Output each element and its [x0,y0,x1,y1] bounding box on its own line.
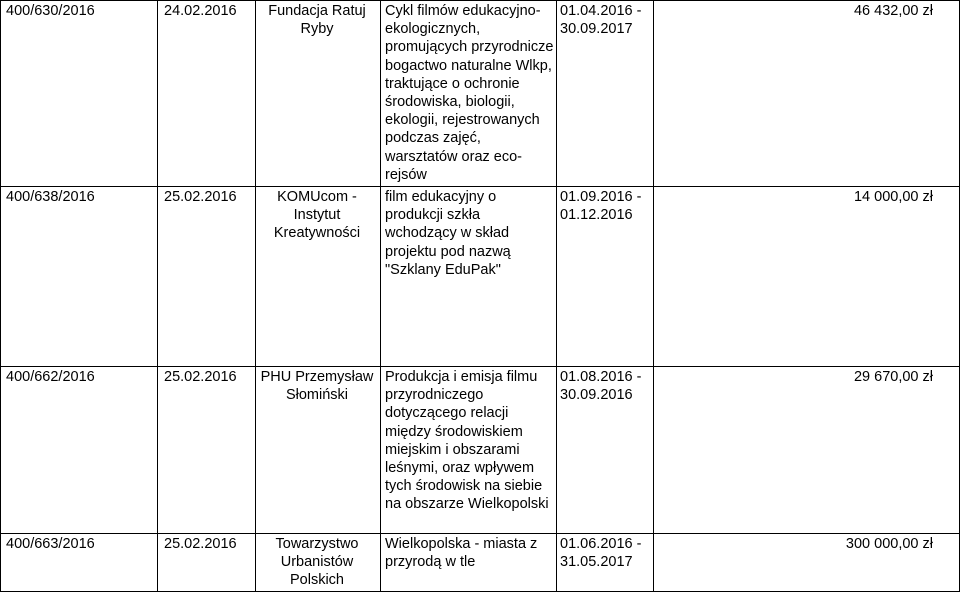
table-row [1,187,960,367]
project-period: 01.09.2016 - 01.12.2016 [557,187,654,367]
agreement-date: 25.02.2016 [158,367,256,534]
project-description: film edukacyjny o produkcji szkła wchodzący w skład projektu pod nazwą "Szklany EduPak" [381,187,557,367]
agreement-date: 25.02.2016 [158,187,256,367]
table-row [1,1,960,187]
organization-name: Fundacja Ratuj Ryby [256,1,381,187]
project-description: Cykl filmów edukacyjno-ekologicznych, promujących przyrodnicze bogactwo naturalne Wlkp, traktujące o ochronie środowiska, biologii, ekologii, rejestrowanych podczas zajęć, warsztatów oraz eco-rejsów [381,1,557,187]
grant-amount: 300 000,00 zł [654,534,960,592]
table-row [1,534,960,592]
grant-amount: 29 670,00 zł [654,367,960,534]
agreement-number: 400/630/2016 [1,1,158,187]
agreement-number: 400/638/2016 [1,187,158,367]
project-period: 01.06.2016 - 31.05.2017 [557,534,654,592]
agreement-date: 25.02.2016 [158,534,256,592]
project-description: Produkcja i emisja filmu przyrodniczego dotyczącego relacji między środowiskiem miejskim i obszarami leśnymi, oraz wpływem tych środowisk na siebie na obszarze Wielkopolski [381,367,557,534]
grant-amount: 46 432,00 zł [654,1,960,187]
organization-name: PHU Przemysław Słomiński [256,367,381,534]
agreement-number: 400/662/2016 [1,367,158,534]
agreement-date: 24.02.2016 [158,1,256,187]
project-description: Wielkopolska - miasta z przyrodą w tle [381,534,557,592]
organization-name: Towarzystwo Urbanistów Polskich [256,534,381,592]
agreement-number: 400/663/2016 [1,534,158,592]
table-row [1,367,960,534]
grant-amount: 14 000,00 zł [654,187,960,367]
project-period: 01.08.2016 - 30.09.2016 [557,367,654,534]
project-period: 01.04.2016 - 30.09.2017 [557,1,654,187]
organization-name: KOMUcom - Instytut Kreatywności [256,187,381,367]
